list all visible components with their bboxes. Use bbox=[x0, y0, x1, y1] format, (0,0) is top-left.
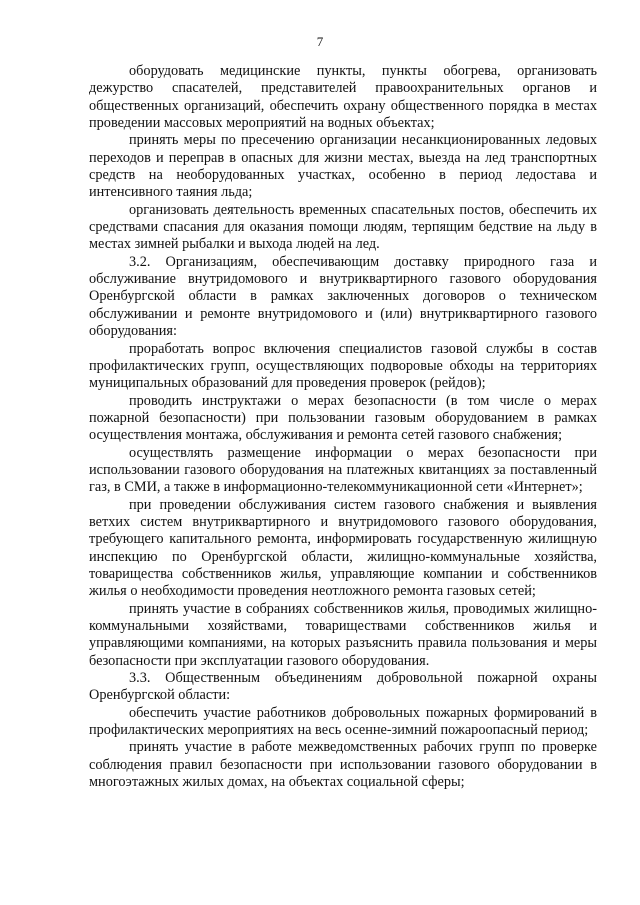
paragraph-safety-briefings: проводить инструктажи о мерах безопасности (в том числе о мерах пожарной безопасности) при пользовании газовым оборудованием в рамках осуществления монтажа, обслуживания и ремонта сетей газового снабжения; bbox=[89, 392, 597, 444]
paragraph-information-placement: осуществлять размещение информации о мерах безопасности при использовании газового оборудования на платежных квитанциях за поставленный газ, в СМИ, а также в информационно-телекоммуникационной сети «Интернет»; bbox=[89, 444, 597, 496]
paragraph-dilapidated-systems: при проведении обслуживания систем газового снабжения и выявления ветхих систем внутриквартирного и внутридомового газового оборудования, требующего капитального ремонта, информировать государственную жилищную инспекцию по Оренбургской области, жилищно-коммунальные хозяйства, товарищества собственников жилья, управляющие компании и собственников жилья о необходимости проведения неотложного ремонта газовых сетей; bbox=[89, 496, 597, 600]
paragraph-medical-points: оборудовать медицинские пункты, пункты обогрева, организовать дежурство спасателей, представителей правоохранительных органов и общественных организаций, обеспечить охрану общественного порядка в местах проведении массовых мероприятий на водных объектах; bbox=[89, 63, 597, 132]
paragraph-interagency-groups: принять участие в работе межведомственных рабочих групп по проверке соблюдения правил безопасности при использовании газового оборудовании в многоэтажных жилых домах, на объектах социальной сферы; bbox=[89, 739, 597, 791]
paragraph-section-3-3: 3.3. Общественным объединениям добровольной пожарной охраны Оренбургской области: bbox=[89, 670, 597, 704]
page-number: 7 bbox=[316, 34, 324, 49]
paragraph-volunteer-participation: обеспечить участие работников добровольных пожарных формирований в профилактических мероприятиях на весь осенне-зимний пожароопасный период; bbox=[89, 704, 597, 739]
paragraph-ice-crossings: принять меры по пресечению организации несанкционированных ледовых переходов и переправ в опасных для жизни местах, выезда на лед транспортных средств на необорудованных участках, особенно в период ледостава и интенсивного таяния льда; bbox=[89, 132, 597, 201]
paragraph-rescue-posts: организовать деятельность временных спасательных постов, обеспечить их средствами спасания для оказания помощи людям, терпящим бедствие на льду в местах зимней рыбалки и выхода людей на лед. bbox=[89, 201, 597, 253]
document-body bbox=[89, 63, 597, 791]
paragraph-gas-service-groups: проработать вопрос включения специалистов газовой службы в состав профилактических групп, осуществляющих подворовые обходы на территориях муниципальных образований для проведения проверок (рейдов); bbox=[89, 340, 597, 392]
paragraph-section-3-2: 3.2. Организациям, обеспечивающим доставку природного газа и обслуживание внутридомового и внутриквартирного газового оборудования Оренбургской области в рамках заключенных договоров о техническом обслуживании и ремонте внутридомового и (или) внутриквартирного газового оборудования: bbox=[89, 253, 597, 340]
paragraph-owners-meetings: принять участие в собраниях собственников жилья, проводимых жилищно-коммунальными хозяйствами, товариществами собственников жилья и управляющими компаниями, на которых разъяснить правила пользования и меры безопасности при эксплуатации газового оборудования. bbox=[89, 600, 597, 669]
